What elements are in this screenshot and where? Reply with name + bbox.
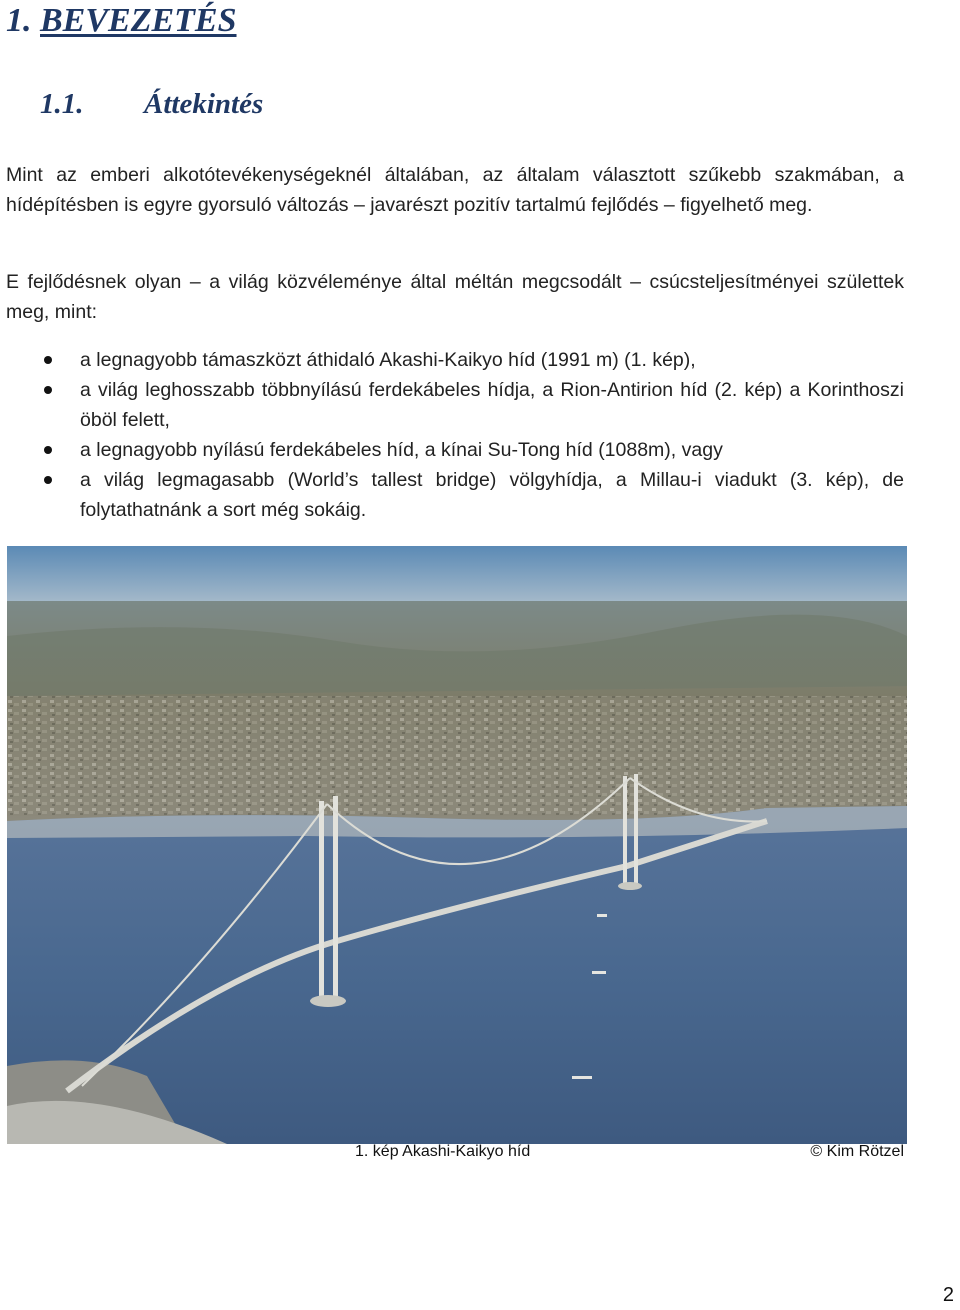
intro-paragraph: Mint az emberi alkotótevékenységeknél általában, az általam választott szűkebb szakmában, a hídépítésben is egyre gyorsuló változás – javarészt pozitív tartalmú fejlődés – figyelhető meg. bbox=[6, 164, 904, 216]
bullet-icon bbox=[44, 446, 52, 454]
chapter-number: 1. bbox=[6, 2, 32, 39]
photo-credit: © Kim Rötzel bbox=[810, 1143, 904, 1160]
bridge-photo bbox=[7, 546, 907, 1144]
section-heading bbox=[40, 88, 263, 121]
figure-caption: 1. kép Akashi-Kaikyo híd bbox=[355, 1143, 531, 1160]
achievements-paragraph: E fejlődésnek olyan – a világ közvéleménye által méltán megcsodált – csúcsteljesítményei születtek meg, mint: bbox=[6, 271, 904, 323]
list-item-text: a legnagyobb nyílású ferdekábeles híd, a kínai Su-Tong híd (1088m), vagy bbox=[80, 439, 723, 461]
bridge-list bbox=[0, 345, 904, 525]
bullet-icon bbox=[44, 476, 52, 484]
list-item-text: a világ legmagasabb (World’s tallest bridge) völgyhídja, a Millau-i viadukt (3. kép), de folytathatnánk a sort még sokáig. bbox=[80, 469, 904, 521]
section-number: 1.1. bbox=[40, 88, 84, 120]
chapter-heading bbox=[6, 2, 237, 40]
list-item-text: a világ leghosszabb többnyílású ferdekábeles hídja, a Rion-Antirion híd (2. kép) a Korinthoszi öböl felett, bbox=[80, 379, 904, 431]
bullet-icon bbox=[44, 356, 52, 364]
list-item bbox=[0, 435, 904, 465]
chapter-title: BEVEZETÉS bbox=[40, 2, 237, 39]
list-item bbox=[0, 345, 904, 375]
page-number: 2 bbox=[942, 1284, 954, 1306]
list-item-text: a legnagyobb támaszközt áthidaló Akashi-Kaikyo híd (1991 m) (1. kép), bbox=[80, 349, 696, 371]
section-title: Áttekintés bbox=[144, 88, 264, 120]
bullet-icon bbox=[44, 386, 52, 394]
list-item bbox=[0, 375, 904, 435]
list-item bbox=[0, 465, 904, 525]
